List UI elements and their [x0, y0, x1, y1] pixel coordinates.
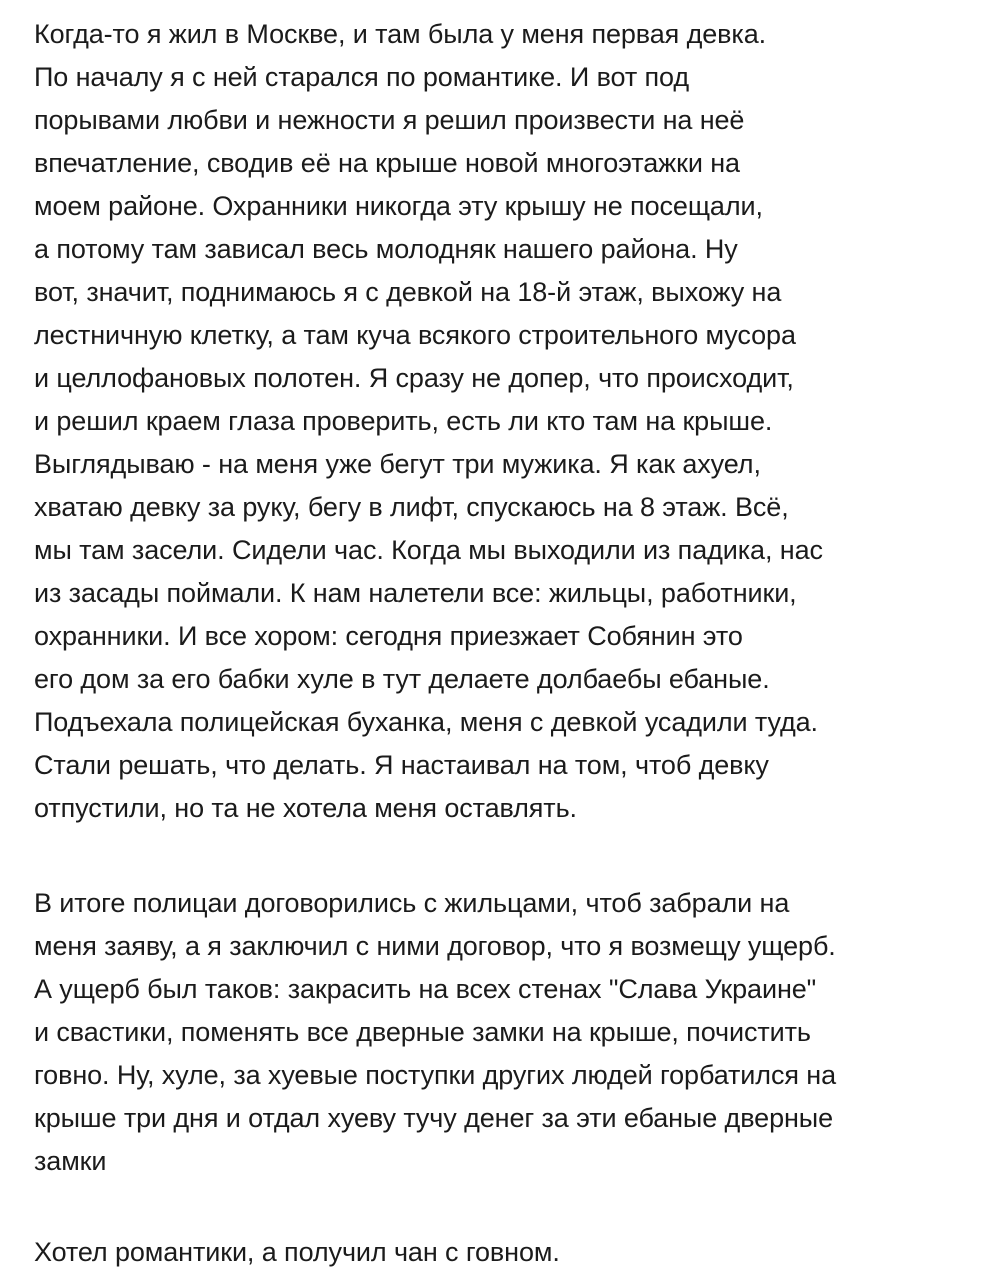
paragraph-1-line: Стали решать, что делать. Я настаивал на том, чтоб девку [34, 750, 769, 780]
paragraph-1-line: вот, значит, поднимаюсь я с девкой на 18-й этаж, выхожу на [34, 277, 782, 307]
paragraph-1-line: лестничную клетку, а там куча всякого строительного мусора [34, 320, 796, 350]
paragraph-1-line: Когда-то я жил в Москве, и там была у меня первая девка. [34, 19, 767, 49]
paragraph-1-line: а потому там зависал весь молодняк нашего района. Ну [34, 234, 738, 264]
paragraph-2-line: крыше три дня и отдал хуеву тучу денег за эти ебаные дверные [34, 1103, 834, 1133]
closing-line: Хотел романтики, а получил чан с говном. [34, 1237, 560, 1267]
paragraph-1-line: моем районе. Охранники никогда эту крышу не посещали, [34, 191, 763, 221]
paragraph-1-line: По началу я с ней старался по романтике. И вот под [34, 62, 689, 92]
paragraph-2-line: и свастики, поменять все дверные замки на крыше, почистить [34, 1017, 811, 1047]
paragraph-1-line: Подъехала полицейская буханка, меня с девкой усадили туда. [34, 707, 818, 737]
paragraph-1-line: порывами любви и нежности я решил произвести на неё [34, 105, 745, 135]
paragraph-1-line: из засады поймали. К нам налетели все: жильцы, работники, [34, 578, 797, 608]
paragraph-1-line: отпустили, но та не хотела меня оставлять. [34, 793, 577, 823]
paragraph-1-line: и решил краем глаза проверить, есть ли кто там на крыше. [34, 406, 773, 436]
paragraph-1-line: хватаю девку за руку, бегу в лифт, спускаюсь на 8 этаж. Всё, [34, 492, 789, 522]
paragraph-1-line: мы там засели. Сидели час. Когда мы выходили из падика, нас [34, 535, 823, 565]
paragraph-1-line: впечатление, сводив её на крыше новой многоэтажки на [34, 148, 740, 178]
paragraph-1-line: Выглядываю - на меня уже бегут три мужика. Я как ахуел, [34, 449, 761, 479]
paragraph-2-line: меня заяву, а я заключил с ними договор, что я возмещу ущерб. [34, 931, 836, 961]
paragraph-2-line: говно. Ну, хуле, за хуевые поступки других людей горбатился на [34, 1060, 836, 1090]
paragraph-2-line: В итоге полицаи договорились с жильцами, чтоб забрали на [34, 888, 790, 918]
paragraph-1-line: его дом за его бабки хуле в тут делаете долбаебы ебаные. [34, 664, 770, 694]
paragraph-1-line: охранники. И все хором: сегодня приезжает Собянин это [34, 621, 743, 651]
paragraph-2-line: А ущерб был таков: закрасить на всех стенах "Слава Украине" [34, 974, 817, 1004]
paragraph-1-line: и целлофановых полотен. Я сразу не допер, что происходит, [34, 363, 794, 393]
paragraph-2-line: замки [34, 1146, 107, 1176]
